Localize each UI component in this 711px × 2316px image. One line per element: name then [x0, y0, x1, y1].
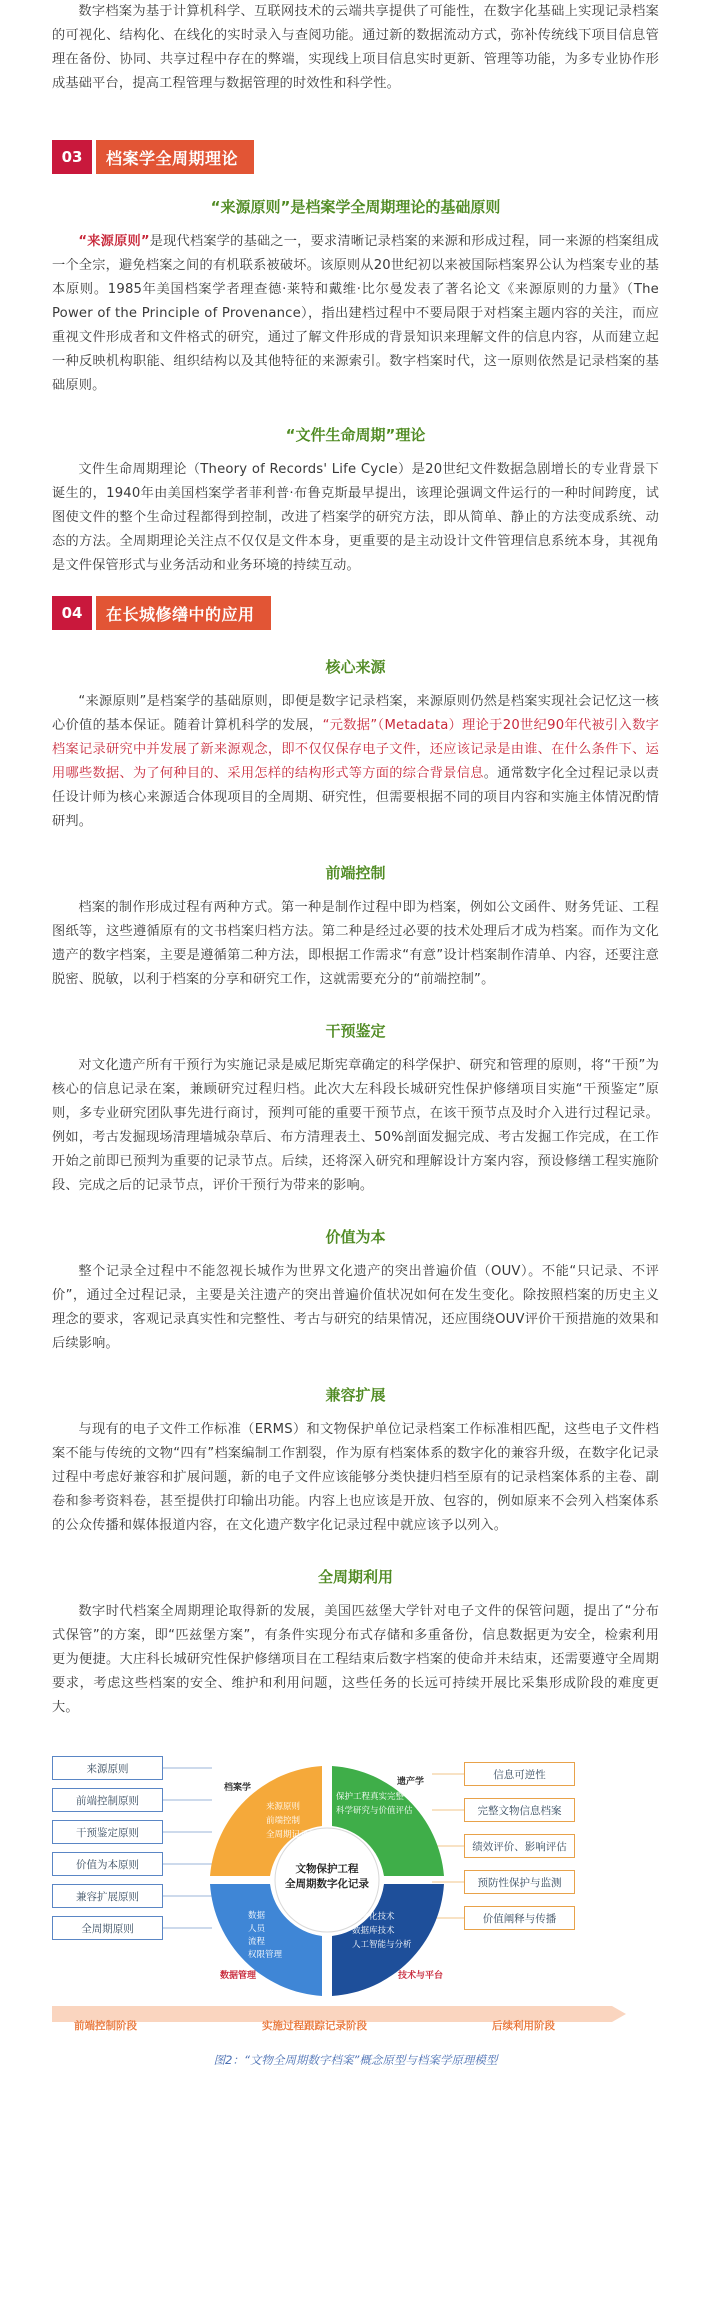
right-outcome-box: 绩效评价、影响评估 — [464, 1834, 575, 1858]
metadata-highlight: “元数据”（Metadata）理论于20世纪90年代被引入数字档案记录研究中并发展了新来源观念，即不仅仅保存电子文件，还应该记录是由谁、在什么条件下、运用哪些数据、为了何种目的、采用怎样的结构形式等方面的综合背景信息 — [52, 718, 659, 781]
compat-paragraph: 与现有的电子文件工作标准（ERMS）和文物保护单位记录档案工作标准相匹配，这些电子文件档案不能与传统的文物“四有”档案编制工作割裂，作为原有档案体系的数字化的兼容升级，在数字化记录过程中考虑好兼容和扩展问题，新的电子文件应该能够分类快捷归档至原有的记录档案体系的主卷、副卷和参考资料卷，甚至提供打印输出功能。内容上也应该是开放、包容的，例如原来不会列入档案体系的公众传播和媒体报道内容，在文化遗产数字化记录过程中就应该予以列入。 — [52, 1422, 659, 1533]
right-outcome-box: 价值阐释与传播 — [464, 1906, 575, 1930]
subheading-lifecycle: “文件生命周期”理论 — [285, 426, 426, 444]
lifecycle-paragraph: 文件生命周期理论（Theory of Records' Life Cycle）是20世纪文件数据急剧增长的专业背景下诞生的，1940年由美国档案学者菲利普·布鲁克斯最早提出，该理论强调文件运行的一种时间跨度，试图使文件的整个生命过程都得到控制，改进了档案学的研究方法，即从简单、静止的方法变成系统、动态的方法。全周期理论关注点不仅仅是文件本身，更重要的是主动设计文件管理信息系统本身，其视角是文件保管形式与业务活动和业务环境的持续互动。 — [52, 462, 659, 573]
intro-paragraph: 数字档案为基于计算机科学、互联网技术的云端共享提供了可能性，在数字化基础上实现记录档案的可视化、结构化、在线化的实时录入与查阅功能。通过新的数据流动方式，弥补传统线下项目信息管理在备份、协同、共享过程中存在的弊端，实现线上项目信息实时更新、管理等功能，为多专业协作形成基础平台，提高工程管理与数据管理的时效性和科学性。 — [52, 4, 659, 91]
fullcycle-paragraph: 数字时代档案全周期理论取得新的发展，美国匹兹堡大学针对电子文件的保管问题，提出了“分布式保管”的方案，即“匹兹堡方案”，有条件实现分布式存储和多重备份，信息数据更为安全，检索利用更为便捷。大庄科长城研究性保护修缮项目在工程结束后数字档案的使命并未结束，还需要遵守全周期要求，考虑这些档案的安全、维护和利用问题，这些任务的长远可持续开展比采集形成阶段的难度更大。 — [52, 1604, 659, 1715]
right-outcome-box: 预防性保护与监测 — [464, 1870, 575, 1894]
quadrant-label: 档案学 — [224, 1783, 252, 1793]
stage-label-front: 前端控制阶段 — [74, 2020, 137, 2032]
lifecycle-diagram — [52, 1750, 659, 2044]
source-paragraph — [52, 230, 659, 398]
section-03-header — [52, 140, 659, 174]
left-principle-box: 兼容扩展原则 — [52, 1884, 163, 1908]
quadrant-items: 数据 人员 流程 权限管理 — [248, 1911, 283, 1960]
left-principle-box: 干预鉴定原则 — [52, 1820, 163, 1844]
source-body: 是现代档案学的基础之一，要求清晰记录档案的来源和形成过程，同一来源的档案组成一个全宗，避免档案之间的有机联系被破坏。该原则从20世纪初以来被国际档案界公认为档案专业的基本原则。1985年美国档案学者理查德·莱特和戴维·比尔曼发表了著名论文《来源原则的力量》（The Power of the Principle of Provenance），指出建档过程中不要局限于对档案主题内容的关注，而应重视文件形成者和文件格式的研究，通过了解文件形成的背景知识来理解文件的信息内容，从而建立起一种反映机构职能、组织结构以及其他特征的来源索引。数字档案时代，这一原则依然是记录档案的基础原则。 — [52, 234, 659, 393]
section-title: 在长城修缮中的应用 — [96, 596, 271, 630]
section-number: 03 — [52, 140, 92, 174]
diagram-center-label: 文物保护工程 全周期数字化记录 — [285, 1863, 369, 1890]
section-04-header — [52, 596, 659, 630]
quadrant-items: 数字化技术 数据库技术 人工智能与分析 — [352, 1912, 412, 1950]
quadrant-label: 数据管理 — [220, 1971, 257, 1981]
quadrant-label: 遗产学 — [397, 1777, 425, 1787]
intervention-paragraph: 对文化遗产所有干预行为实施记录是威尼斯宪章确定的科学保护、研究和管理的原则，将“干预”为核心的信息记录在案，兼顾研究过程归档。此次大左科段长城研究性保护修缮项目实施“干预鉴定”原则，多专业研究团队事先进行商讨，预判可能的重要干预节点，在该干预节点及时介入进行过程记录。例如，考古发掘现场清理墙城杂草后、布方清理表土、50%剖面发掘完成、考古发掘工作完成，在工作开始之前即已预判为重要的记录节点。后续，还将深入研究和理解设计方案内容，预设修缮工程实施阶段、完成之后的记录节点，评价干预行为带来的影响。 — [52, 1058, 659, 1193]
source-lead-term: “来源原则” — [78, 234, 150, 249]
quadrant-label: 技术与平台 — [398, 1971, 444, 1981]
subheading-source-principle: “来源原则”是档案学全周期理论的基础原则 — [210, 198, 501, 216]
right-outcome-box: 完整文物信息档案 — [464, 1798, 575, 1822]
quadrant-items: 保护工程真实完整 科学研究与价值评估 — [336, 1792, 413, 1816]
front-paragraph: 档案的制作形成过程有两种方式。第一种是制作过程中即为档案，例如公文函件、财务凭证、工程图纸等，这些遵循原有的文书档案归档方法。第二种是经过必要的技术处理后才成为档案。而作为文化遗产的数字档案，主要是遵循第二种方法，即根据工作需求“有意”设计档案制作清单、内容，还要注意脱密、脱敏，以利于档案的分享和研究工作，这就需要充分的“前端控制”。 — [52, 900, 659, 987]
figure-caption: 图2：“文物全周期数字档案”概念原型与档案学原理模型 — [213, 2053, 498, 2067]
core-paragraph: “来源原则”是档案学的基础原则，即便是数字记录档案，来源原则仍然是档案实现社会记忆这一核心价值的基本保证。随着计算机科学的发展，“元数据”（Metadata）理论于20世纪90年代被引入数字档案记录研究中并发展了新来源观念，即不仅仅保存电子文件，还应该记录是由谁、在什么条件下、运用哪些数据、为了何种目的、采用怎样的结构形式等方面的综合背景信息。通常数字化全过程记录以责任设计师为核心来源适合体现项目的全周期、研究性，但需要根据不同的项目内容和实施主体情况酌情研判。 — [52, 694, 659, 829]
subheading-front-control: 前端控制 — [325, 864, 386, 882]
left-principle-box: 价值为本原则 — [52, 1852, 163, 1876]
right-outcome-box: 信息可逆性 — [464, 1762, 575, 1786]
stage-label-later-use: 后续利用阶段 — [492, 2020, 555, 2032]
quadrant-items: 来源原则 前端控制 全周期记录与管理 — [266, 1802, 335, 1840]
section-number: 04 — [52, 596, 92, 630]
left-principle-box: 全周期原则 — [52, 1916, 163, 1940]
stage-label-tracking: 实施过程跟踪记录阶段 — [262, 2020, 367, 2032]
section-title: 档案学全周期理论 — [96, 140, 254, 174]
subheading-compat: 兼容扩展 — [325, 1386, 386, 1404]
subheading-value: 价值为本 — [325, 1228, 386, 1246]
subheading-core-source: 核心来源 — [325, 658, 386, 676]
subheading-intervention: 干预鉴定 — [325, 1022, 386, 1040]
left-principle-box: 来源原则 — [52, 1756, 163, 1780]
left-principle-box: 前端控制原则 — [52, 1788, 163, 1812]
subheading-full-cycle: 全周期利用 — [317, 1568, 393, 1586]
value-paragraph: 整个记录全过程中不能忽视长城作为世界文化遗产的突出普遍价值（OUV）。不能“只记录、不评价”，通过全过程记录，主要是关注遗产的突出普遍价值状况如何在发生变化。除按照档案的历史主义理念的要求，客观记录真实性和完整性、考古与研究的结果情况，还应围绕OUV评价干预措施的效果和后续影响。 — [52, 1264, 659, 1351]
